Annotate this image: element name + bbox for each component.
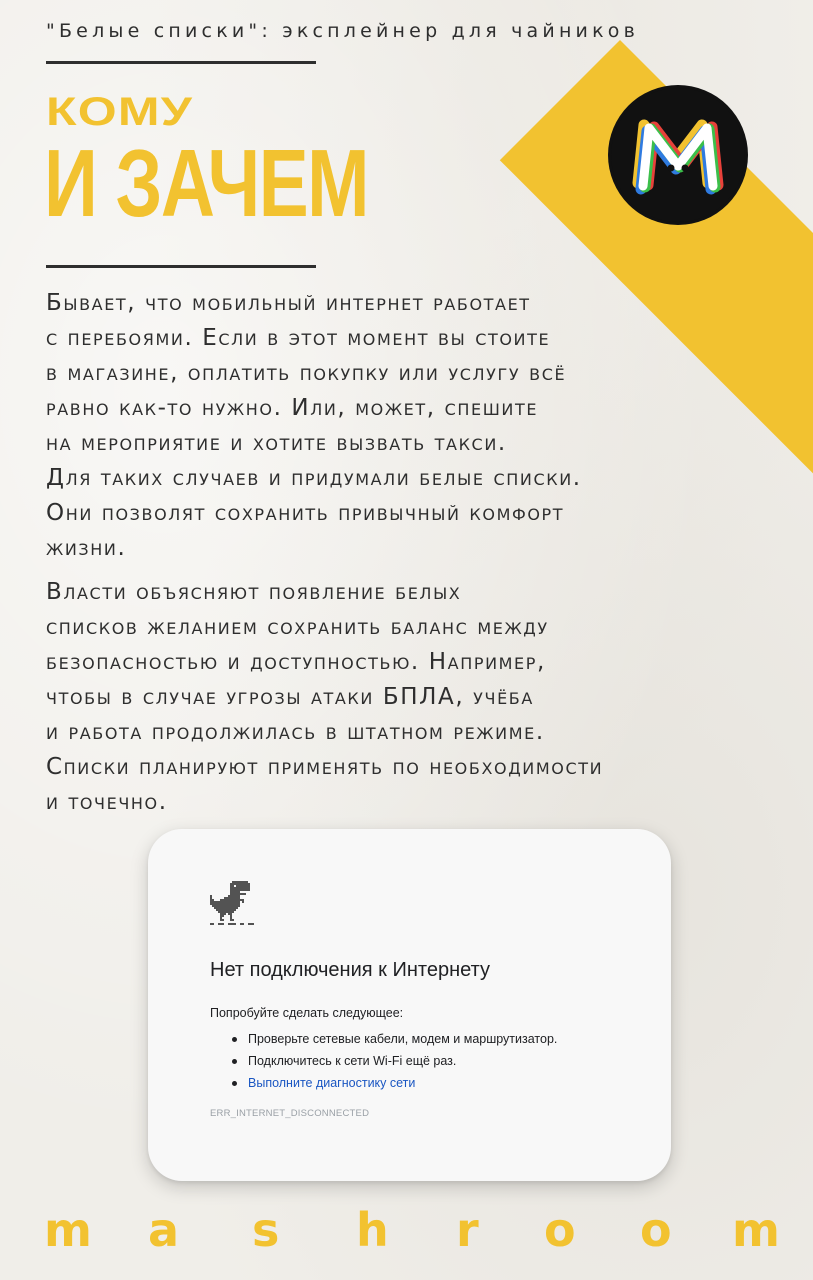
dino-icon (210, 881, 254, 927)
paragraph-1 (46, 286, 786, 566)
error-hint: Попробуйте сделать следующее: (210, 1006, 404, 1020)
bottom-divider (46, 265, 316, 268)
paragraph-line: чтобы в случае угрозы атаки БПЛА, учёба (46, 684, 534, 710)
mashroom-logo-icon (611, 88, 745, 222)
paragraph-line: и точечно. (46, 789, 168, 815)
brand-letter: o (640, 1203, 672, 1257)
network-diagnostics-link[interactable]: Выполните диагностику сети (230, 1072, 557, 1094)
error-code: ERR_INTERNET_DISCONNECTED (210, 1108, 370, 1119)
paragraph-line: Бывает, что мобильный интернет работает (46, 290, 531, 316)
heading-line-2: И ЗАЧЕМ (44, 130, 368, 237)
heading-line-1: КОМУ (46, 90, 194, 134)
paragraph-line: списков желанием сохранить баланс между (46, 614, 549, 640)
paragraph-line: и работа продолжилась в штатном режиме. (46, 719, 545, 745)
brand-letter: a (148, 1203, 180, 1257)
brand-letter: o (544, 1203, 576, 1257)
brand-letter: r (456, 1203, 479, 1257)
suggestion-list (230, 1028, 557, 1094)
list-item: Проверьте сетевые кабели, модем и маршрутизатор. (230, 1028, 557, 1050)
error-title: Нет подключения к Интернету (210, 959, 490, 981)
brand-letter: h (356, 1203, 389, 1257)
paragraph-line: равно как-то нужно. Или, может, спешите (46, 395, 539, 421)
brand-wordmark (44, 1203, 780, 1257)
paragraph-line: Для таких случаев и придумали белые списки. (46, 465, 582, 491)
paragraph-line: безопасностью и доступностью. Например, (46, 649, 546, 675)
paragraph-line: с перебоями. Если в этот момент вы стоите (46, 325, 551, 351)
series-title: "Белые списки": эксплейнер для чайников (46, 20, 640, 42)
no-internet-error-card (148, 829, 671, 1181)
top-divider (46, 61, 316, 64)
paragraph-line: Списки планируют применять по необходимости (46, 754, 604, 780)
brand-letter: s (252, 1203, 280, 1257)
list-item: Подключитесь к сети Wi-Fi ещё раз. (230, 1050, 557, 1072)
brand-letter: m (44, 1203, 92, 1257)
paragraph-line: на мероприятие и хотите вызвать такси. (46, 430, 507, 456)
paragraph-line: жизни. (46, 535, 127, 561)
brand-letter: m (732, 1203, 780, 1257)
paragraph-line: Они позволят сохранить привычный комфорт (46, 500, 565, 526)
paragraph-line: в магазине, оплатить покупку или услугу всё (46, 360, 567, 386)
paragraph-2 (46, 575, 786, 820)
paragraph-line: Власти объясняют появление белых (46, 579, 462, 605)
